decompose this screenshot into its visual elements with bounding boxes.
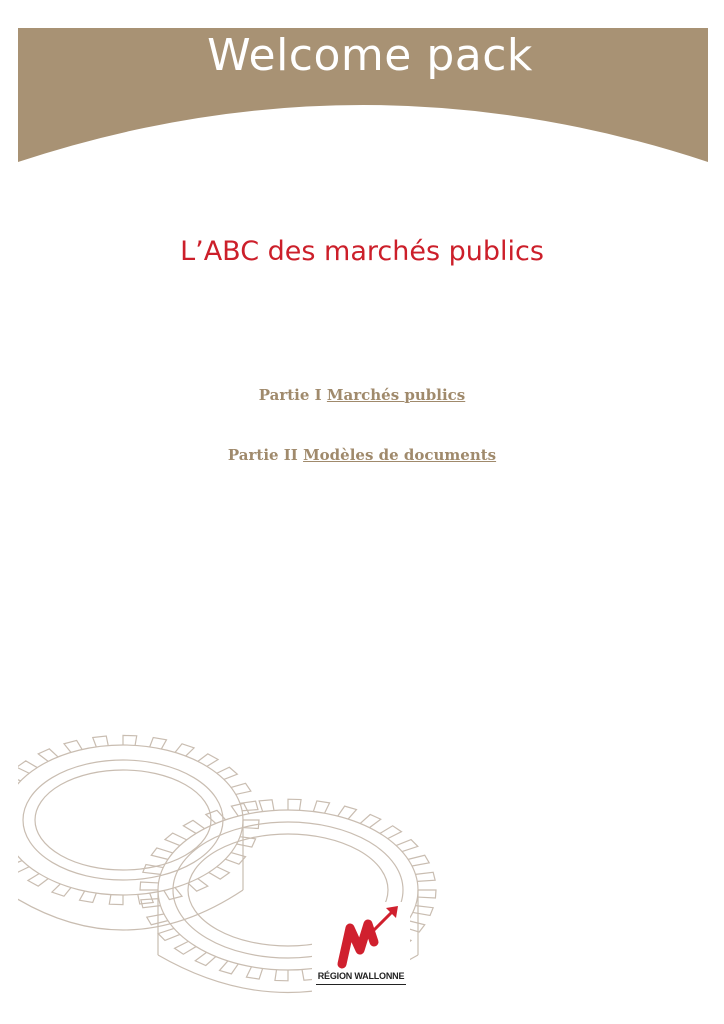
part-1-prefix: Partie I	[258, 386, 322, 404]
part-1-entry	[0, 386, 724, 404]
gears-illustration	[18, 720, 498, 1010]
part-2-link[interactable]: Modèles de documents	[303, 446, 497, 464]
region-wallonne-logo-icon	[312, 902, 410, 970]
logo-underline	[316, 984, 406, 985]
part-2-entry	[0, 446, 724, 464]
logo-caption: RÉGION WALLONNE	[317, 971, 405, 981]
banner-title: Welcome pack	[207, 30, 533, 81]
part-1-link[interactable]: Marchés publics	[326, 386, 466, 404]
part-2-prefix: Partie II	[227, 446, 298, 464]
document-title: L’ABC des marchés publics	[180, 236, 544, 267]
region-logo	[312, 902, 410, 992]
